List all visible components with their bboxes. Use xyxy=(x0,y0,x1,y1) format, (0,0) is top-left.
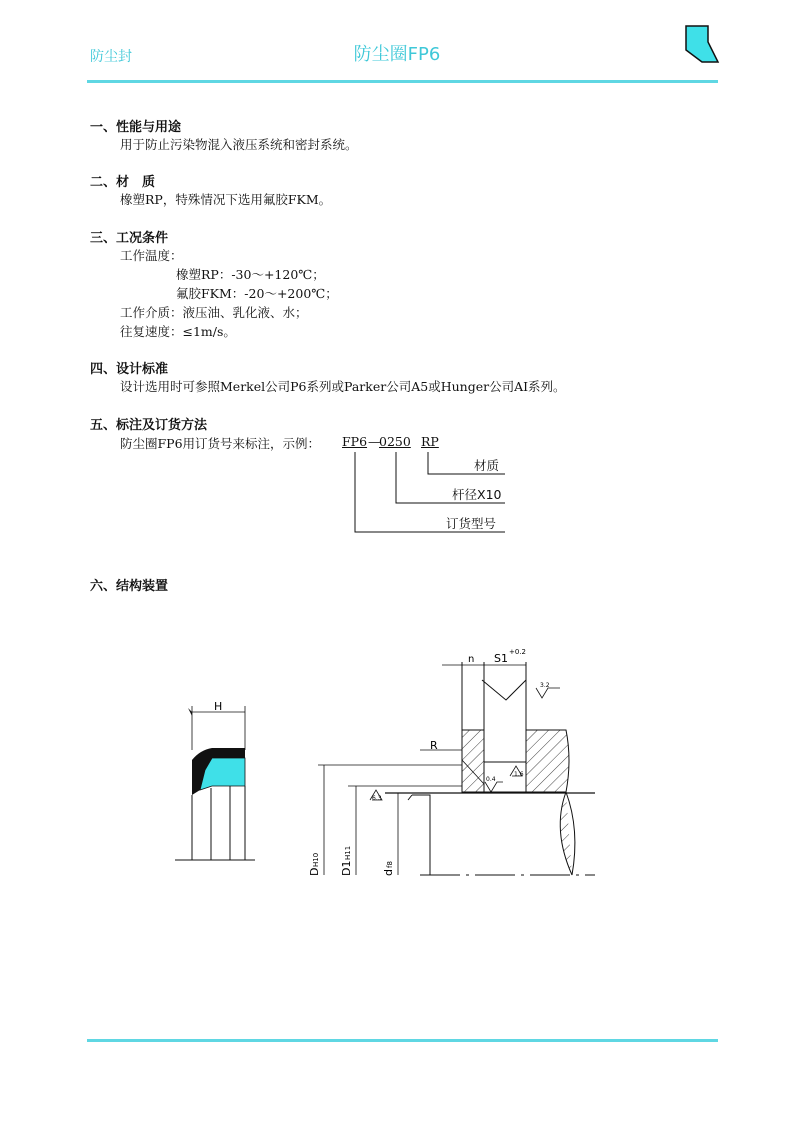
section-2-title: 二、材 质 xyxy=(90,175,156,190)
page-title: 防尘圈FP6 xyxy=(353,44,441,65)
order-code-series: FP6 xyxy=(342,434,368,449)
svg-text:D1: D1 xyxy=(340,860,353,876)
dim-R-label: R xyxy=(430,739,438,752)
dim-S1-label: S1 xyxy=(494,652,508,665)
dim-D-label xyxy=(308,853,321,876)
section-3-temp-rp: 橡塑RP：-30～+120℃； xyxy=(176,267,325,282)
label-rod-diameter: 杆径X10 xyxy=(452,487,502,502)
roughness-symbol-top xyxy=(536,682,560,698)
svg-text:H10: H10 xyxy=(312,852,320,867)
dim-D1-label xyxy=(340,846,353,876)
groove-view xyxy=(318,662,595,875)
section-5-title: 五、标注及订货方法 xyxy=(90,418,208,433)
section-3-temp-label: 工作温度： xyxy=(120,248,183,263)
dim-H-label: H xyxy=(214,700,223,713)
order-code-dash: — xyxy=(368,434,381,449)
installation-drawing xyxy=(0,620,794,900)
dim-S1-tolerance: +0.2 xyxy=(509,648,526,656)
order-code-leader-lines xyxy=(0,0,794,560)
section-1-title: 一、性能与用途 xyxy=(90,120,182,135)
section-3-temp-fkm: 氟胶FKM：-20～+200℃； xyxy=(176,286,338,301)
seal-section-view xyxy=(175,700,255,860)
dim-d-label xyxy=(382,861,395,876)
svg-text:D: D xyxy=(308,867,321,876)
svg-text:6.3: 6.3 xyxy=(372,795,382,802)
section-4-body: 设计选用时可参照Merkel公司P6系列或Parker公司A5或Hunger公司AI系列。 xyxy=(120,379,566,394)
section-3-title: 三、工况条件 xyxy=(90,231,169,246)
label-order-model: 订货型号 xyxy=(446,516,497,531)
section-5-body: 防尘圈FP6用订货号来标注，示例： xyxy=(120,436,321,451)
section-6-title: 六、结构装置 xyxy=(90,579,169,594)
header-category: 防尘封 xyxy=(90,49,132,65)
order-code-size: 0250 xyxy=(379,434,411,449)
footer-divider xyxy=(87,1039,718,1042)
svg-text:1.6: 1.6 xyxy=(514,771,524,778)
section-3-medium: 工作介质：液压油、乳化液、水； xyxy=(120,305,308,320)
order-code-material: RP xyxy=(421,434,439,449)
svg-text:0.4: 0.4 xyxy=(486,776,496,783)
svg-text:f8: f8 xyxy=(386,861,394,868)
svg-text:H11: H11 xyxy=(344,845,352,860)
svg-text:3.2: 3.2 xyxy=(540,682,550,689)
section-2-body: 橡塑RP，特殊情况下选用氟胶FKM。 xyxy=(120,192,332,207)
section-1-body: 用于防止污染物混入液压系统和密封系统。 xyxy=(120,137,358,152)
label-material: 材质 xyxy=(474,458,500,473)
section-4-title: 四、设计标准 xyxy=(90,362,169,377)
dim-n-label: n xyxy=(468,654,475,665)
roughness-symbol-left xyxy=(370,790,382,802)
svg-text:d: d xyxy=(382,869,395,876)
section-3-speed: 往复速度：≤1m/s。 xyxy=(120,324,236,339)
